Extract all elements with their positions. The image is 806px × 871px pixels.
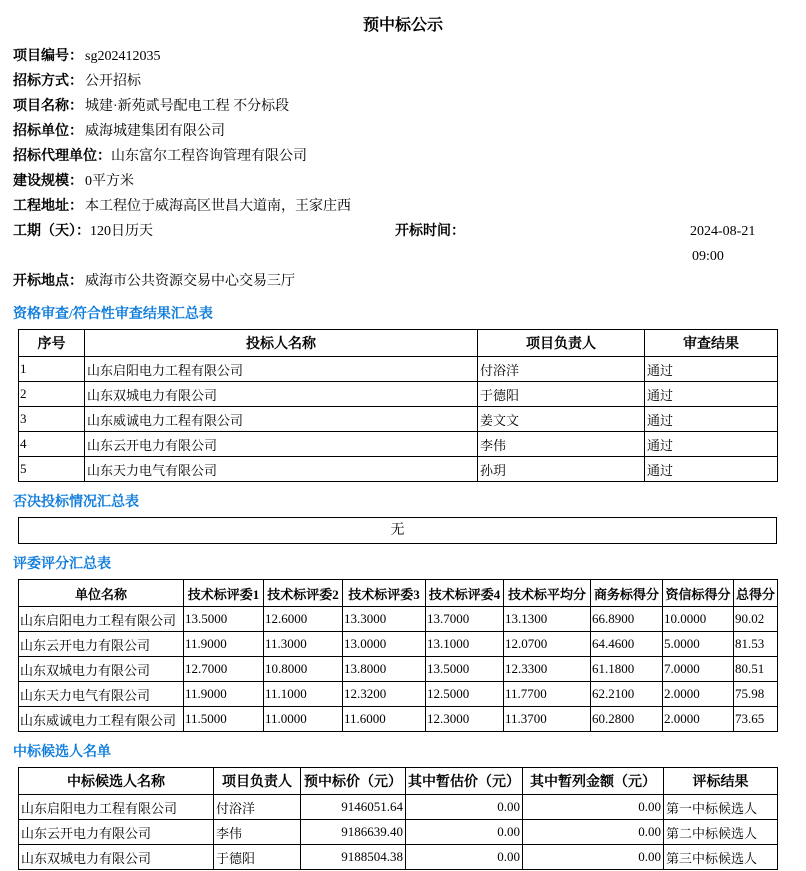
cell-project-manager: 孙玥 — [478, 457, 645, 482]
cell-project-manager: 于德阳 — [214, 845, 301, 870]
table-row — [19, 820, 778, 845]
header-cell-company: 单位名称 — [19, 580, 184, 607]
info-row-project-address — [0, 194, 806, 219]
cell-project-manager: 付浴洋 — [214, 795, 301, 820]
cell-review-result: 通过 — [645, 357, 778, 382]
bid-opening-time-label: 开标时间： — [395, 224, 465, 239]
cell-score: 2.0000 — [663, 682, 734, 707]
page-title: 预中标公示 — [362, 17, 443, 34]
table-row — [19, 432, 778, 457]
info-row-bidding-agency — [0, 144, 806, 169]
cell-estimated-price: 0.00 — [406, 795, 523, 820]
cell-bidder-name: 山东双城电力有限公司 — [85, 382, 478, 407]
cell-score: 12.7000 — [184, 657, 264, 682]
cell-evaluation-result: 第一中标候选人 — [664, 795, 778, 820]
info-row-construction-scale — [0, 169, 806, 194]
cell-score: 13.3000 — [343, 607, 426, 632]
info-row-project-number — [0, 44, 806, 69]
cell-score: 12.3300 — [504, 657, 591, 682]
header-cell-tech-judge1: 技术标评委1 — [184, 580, 264, 607]
header-cell-seq: 序号 — [19, 330, 85, 357]
construction-scale-value: 0平方米 — [85, 174, 134, 189]
cell-score: 7.0000 — [663, 657, 734, 682]
table-row — [19, 607, 778, 632]
cell-provisional-sum: 0.00 — [523, 795, 664, 820]
table-header-row — [19, 580, 778, 607]
cell-score: 10.8000 — [264, 657, 343, 682]
cell-review-result: 通过 — [645, 457, 778, 482]
table-row — [19, 457, 778, 482]
header-cell-tech-judge2: 技术标评委2 — [264, 580, 343, 607]
cell-seq: 1 — [19, 357, 85, 382]
header-cell-evaluation-result: 评标结果 — [664, 768, 778, 795]
cell-score: 61.1800 — [591, 657, 663, 682]
cell-seq: 4 — [19, 432, 85, 457]
project-address-value: 本工程位于威海高区世昌大道南，王家庄西 — [85, 199, 351, 214]
section-heading-rejection: 否决投标情况汇总表 — [13, 495, 139, 510]
bid-opening-clock-value: 09:00 — [692, 249, 724, 264]
cell-company: 山东启阳电力工程有限公司 — [19, 607, 184, 632]
cell-score: 13.0000 — [343, 632, 426, 657]
cell-score: 11.0000 — [264, 707, 343, 732]
table-header-row — [19, 330, 778, 357]
table-row — [19, 382, 778, 407]
cell-pre-bid-price: 9146051.64 — [301, 795, 406, 820]
cell-score: 13.5000 — [184, 607, 264, 632]
header-cell-project-manager: 项目负责人 — [478, 330, 645, 357]
cell-score: 11.5000 — [184, 707, 264, 732]
cell-provisional-sum: 0.00 — [523, 820, 664, 845]
header-cell-estimated-price: 其中暂估价（元） — [406, 768, 523, 795]
cell-score: 12.6000 — [264, 607, 343, 632]
header-cell-tech-judge4: 技术标评委4 — [426, 580, 504, 607]
table-row — [19, 657, 778, 682]
bidding-agency-label: 招标代理单位： — [13, 149, 111, 164]
candidates-table — [18, 767, 778, 870]
cell-total-score: 73.65 — [734, 707, 778, 732]
cell-project-manager: 李伟 — [478, 432, 645, 457]
cell-score: 11.9000 — [184, 682, 264, 707]
bid-opening-place-value: 威海市公共资源交易中心交易三厅 — [85, 274, 295, 289]
header-cell-total-score: 总得分 — [734, 580, 778, 607]
cell-score: 5.0000 — [663, 632, 734, 657]
header-cell-pre-bid-price: 预中标价（元） — [301, 768, 406, 795]
info-row-tenderer — [0, 119, 806, 144]
cell-project-manager: 于德阳 — [478, 382, 645, 407]
cell-company: 山东天力电气有限公司 — [19, 682, 184, 707]
cell-score: 11.6000 — [343, 707, 426, 732]
bidding-agency-value: 山东富尔工程咨询管理有限公司 — [111, 149, 307, 164]
table-row — [19, 357, 778, 382]
header-cell-bidder-name: 投标人名称 — [85, 330, 478, 357]
header-cell-provisional-sum: 其中暂列金额（元） — [523, 768, 664, 795]
cell-score: 11.9000 — [184, 632, 264, 657]
scores-table — [18, 579, 778, 732]
cell-total-score: 90.02 — [734, 607, 778, 632]
cell-candidate-name: 山东云开电力有限公司 — [19, 820, 214, 845]
header-cell-project-manager: 项目负责人 — [214, 768, 301, 795]
cell-score: 2.0000 — [663, 707, 734, 732]
bidding-method-value: 公开招标 — [85, 74, 141, 89]
cell-evaluation-result: 第三中标候选人 — [664, 845, 778, 870]
project-number-label: 项目编号： — [13, 49, 83, 64]
table-row — [19, 682, 778, 707]
section-heading-scores: 评委评分汇总表 — [13, 557, 111, 572]
cell-score: 11.1000 — [264, 682, 343, 707]
header-cell-tech-average: 技术标平均分 — [504, 580, 591, 607]
cell-provisional-sum: 0.00 — [523, 845, 664, 870]
tenderer-value: 威海城建集团有限公司 — [85, 124, 225, 139]
bid-opening-place-label: 开标地点： — [13, 274, 83, 289]
cell-pre-bid-price: 9188504.38 — [301, 845, 406, 870]
table-row — [19, 795, 778, 820]
project-number-value: sg202412035 — [85, 49, 161, 64]
project-address-label: 工程地址： — [13, 199, 83, 214]
qualification-table — [18, 329, 778, 482]
header-cell-candidate-name: 中标候选人名称 — [19, 768, 214, 795]
header-cell-credit-score: 资信标得分 — [663, 580, 734, 607]
cell-score: 62.2100 — [591, 682, 663, 707]
cell-project-manager: 付浴洋 — [478, 357, 645, 382]
header-cell-tech-judge3: 技术标评委3 — [343, 580, 426, 607]
rejection-none-box: 无 — [18, 517, 777, 544]
table-header-row — [19, 768, 778, 795]
bidding-method-label: 招标方式： — [13, 74, 83, 89]
cell-score: 11.3000 — [264, 632, 343, 657]
cell-estimated-price: 0.00 — [406, 820, 523, 845]
project-name-value: 城建·新苑贰号配电工程 不分标段 — [85, 99, 290, 114]
cell-seq: 5 — [19, 457, 85, 482]
cell-score: 10.0000 — [663, 607, 734, 632]
info-row-bidding-method — [0, 69, 806, 94]
cell-total-score: 80.51 — [734, 657, 778, 682]
cell-seq: 3 — [19, 407, 85, 432]
project-info — [0, 44, 806, 294]
cell-evaluation-result: 第二中标候选人 — [664, 820, 778, 845]
cell-score: 13.1300 — [504, 607, 591, 632]
cell-score: 60.2800 — [591, 707, 663, 732]
cell-score: 66.8900 — [591, 607, 663, 632]
cell-estimated-price: 0.00 — [406, 845, 523, 870]
cell-score: 11.7700 — [504, 682, 591, 707]
duration-label: 工期（天）： — [13, 224, 90, 239]
cell-score: 13.5000 — [426, 657, 504, 682]
cell-score: 13.7000 — [426, 607, 504, 632]
cell-review-result: 通过 — [645, 407, 778, 432]
cell-review-result: 通过 — [645, 382, 778, 407]
cell-score: 12.3200 — [343, 682, 426, 707]
project-name-label: 项目名称： — [13, 99, 83, 114]
header-cell-commercial-score: 商务标得分 — [591, 580, 663, 607]
info-row-project-name — [0, 94, 806, 119]
cell-company: 山东云开电力有限公司 — [19, 632, 184, 657]
cell-score: 12.5000 — [426, 682, 504, 707]
cell-project-manager: 姜文文 — [478, 407, 645, 432]
section-heading-candidates: 中标候选人名单 — [13, 745, 111, 760]
cell-pre-bid-price: 9186639.40 — [301, 820, 406, 845]
info-row-opening-place — [0, 269, 806, 294]
header-cell-review-result: 审查结果 — [645, 330, 778, 357]
cell-score: 13.1000 — [426, 632, 504, 657]
cell-score: 12.3000 — [426, 707, 504, 732]
cell-score: 13.8000 — [343, 657, 426, 682]
cell-company: 山东威诚电力工程有限公司 — [19, 707, 184, 732]
cell-project-manager: 李伟 — [214, 820, 301, 845]
cell-review-result: 通过 — [645, 432, 778, 457]
cell-candidate-name: 山东启阳电力工程有限公司 — [19, 795, 214, 820]
table-row — [19, 407, 778, 432]
tenderer-label: 招标单位： — [13, 124, 83, 139]
bid-opening-date-value: 2024-08-21 — [690, 224, 756, 239]
table-row — [19, 632, 778, 657]
cell-score: 12.0700 — [504, 632, 591, 657]
cell-company: 山东双城电力有限公司 — [19, 657, 184, 682]
cell-bidder-name: 山东威诚电力工程有限公司 — [85, 407, 478, 432]
duration-value: 120日历天 — [90, 224, 153, 239]
cell-score: 64.4600 — [591, 632, 663, 657]
cell-seq: 2 — [19, 382, 85, 407]
table-row — [19, 707, 778, 732]
section-heading-qualification: 资格审查/符合性审查结果汇总表 — [13, 307, 213, 322]
cell-total-score: 75.98 — [734, 682, 778, 707]
cell-score: 11.3700 — [504, 707, 591, 732]
cell-bidder-name: 山东启阳电力工程有限公司 — [85, 357, 478, 382]
info-row-duration-opening — [0, 219, 806, 269]
cell-candidate-name: 山东双城电力有限公司 — [19, 845, 214, 870]
cell-bidder-name: 山东天力电气有限公司 — [85, 457, 478, 482]
cell-total-score: 81.53 — [734, 632, 778, 657]
table-row — [19, 845, 778, 870]
cell-bidder-name: 山东云开电力有限公司 — [85, 432, 478, 457]
construction-scale-label: 建设规模： — [13, 174, 83, 189]
